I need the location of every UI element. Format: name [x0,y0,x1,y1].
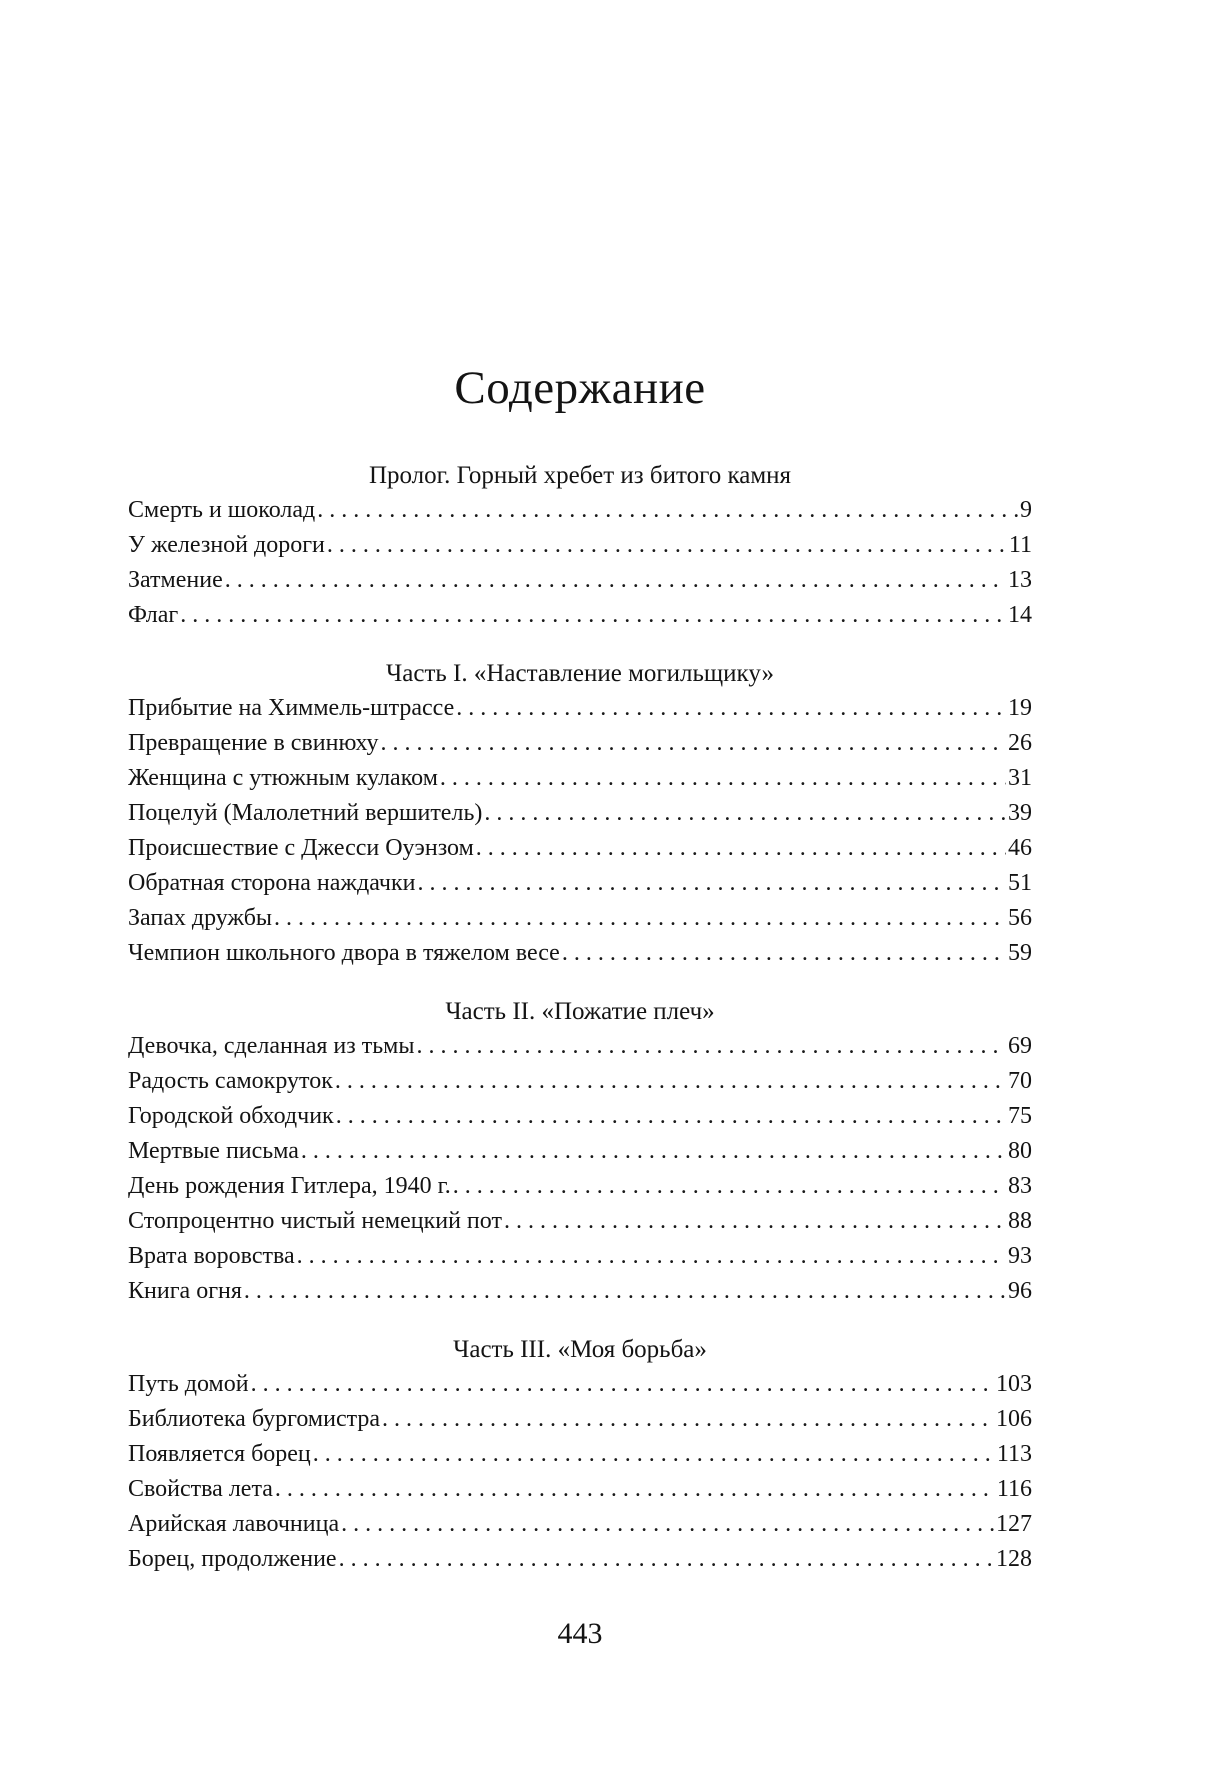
toc-entry[interactable] [128,761,1032,796]
dot-leader [317,493,1018,528]
toc-entry[interactable] [128,936,1032,971]
dot-leader [180,598,1006,633]
toc-entry-list [128,493,1032,633]
entry-page-number: 75 [1008,1103,1032,1129]
dot-leader [484,796,1006,831]
toc-entry[interactable] [128,493,1032,528]
entry-title: Путь домой [128,1371,249,1397]
entry-page-number: 96 [1008,1278,1032,1304]
entry-page-number: 46 [1008,835,1032,861]
dot-leader [381,726,1006,761]
entry-title: Превращение в свинюху [128,730,379,756]
dot-leader [504,1204,1006,1239]
toc-entry[interactable] [128,1402,1032,1437]
page-number: 443 [557,1617,603,1650]
entry-page-number: 80 [1008,1138,1032,1164]
toc-entry[interactable] [128,1239,1032,1274]
dot-leader [416,1029,1006,1064]
section-heading: Часть II. «Пожатие плеч» [445,998,715,1025]
toc-entry-list [128,691,1032,971]
toc-entry[interactable] [128,1437,1032,1472]
dot-leader [297,1239,1006,1274]
dot-leader [562,936,1006,971]
entry-title: Городской обходчик [128,1103,334,1129]
entry-title: Книга огня [128,1278,242,1304]
dot-leader [336,1099,1006,1134]
entry-page-number: 13 [1008,567,1032,593]
dot-leader [313,1437,995,1472]
entry-page-number: 26 [1008,730,1032,756]
entry-page-number: 56 [1008,905,1032,931]
toc-entry[interactable] [128,528,1032,563]
dot-leader [341,1507,994,1542]
entry-page-number: 59 [1008,940,1032,966]
dot-leader [244,1274,1006,1309]
page-title: Содержание [454,362,706,414]
entry-title: Девочка, сделанная из тьмы [128,1033,415,1059]
toc-entry[interactable] [128,1064,1032,1099]
toc-entry[interactable] [128,901,1032,936]
dot-leader [275,1472,995,1507]
dot-leader [456,691,1006,726]
toc-entry[interactable] [128,1169,1032,1204]
toc-section [128,459,1032,633]
toc-entry[interactable] [128,1274,1032,1309]
entry-title: Чемпион школьного двора в тяжелом весе [128,940,560,966]
dot-leader [440,761,1006,796]
toc-entry[interactable] [128,1367,1032,1402]
dot-leader [339,1542,994,1577]
entry-page-number: 83 [1008,1173,1032,1199]
entry-title: Происшествие с Джесси Оуэнзом [128,835,474,861]
dot-leader [251,1367,994,1402]
entry-title: Стопроцентно чистый немецкий пот [128,1208,502,1234]
entry-title: Запах дружбы [128,905,273,931]
toc-entry[interactable] [128,1029,1032,1064]
entry-page-number: 116 [996,1476,1032,1502]
entry-title: Прибытие на Химмель-штрассе [128,695,455,721]
entry-title: Библиотека бургомистра [128,1406,381,1432]
entry-page-number: 19 [1008,695,1032,721]
entry-title: Свойства лета [128,1476,273,1502]
entry-title: Врата воровства [128,1243,295,1269]
dot-leader [382,1402,994,1437]
dot-leader [453,1169,1006,1204]
section-heading: Часть I. «Наставление могильщику» [386,660,774,687]
toc-entry-list [128,1367,1032,1577]
toc-section [128,995,1032,1309]
toc-entry[interactable] [128,691,1032,726]
entry-page-number: 70 [1008,1068,1032,1094]
entry-title: Затмение [128,567,223,593]
entry-title: Обратная сторона наждачки [128,870,416,896]
dot-leader [335,1064,1006,1099]
dot-leader [301,1134,1006,1169]
entry-page-number: 31 [1008,765,1032,791]
entry-page-number: 106 [996,1406,1032,1432]
toc-entry[interactable] [128,1542,1032,1577]
entry-page-number: 127 [996,1511,1032,1537]
dot-leader [476,831,1006,866]
dot-leader [327,528,1007,563]
entry-page-number: 69 [1008,1033,1032,1059]
entry-title: Флаг [128,602,179,628]
entry-title: Радость самокруток [128,1068,333,1094]
toc-entry[interactable] [128,796,1032,831]
entry-page-number: 103 [996,1371,1032,1397]
table-of-contents [128,459,1032,1577]
toc-entry[interactable] [128,563,1032,598]
entry-title: Мертвые письма [128,1138,299,1164]
dot-leader [274,901,1006,936]
entry-page-number: 11 [1008,532,1032,558]
entry-title: Смерть и шоколад [128,497,316,523]
toc-entry[interactable] [128,726,1032,761]
entry-title: У железной дороги [128,532,325,558]
toc-entry[interactable] [128,598,1032,633]
toc-section [128,1333,1032,1577]
section-heading: Пролог. Горный хребет из битого камня [368,462,792,489]
entry-page-number: 14 [1008,602,1032,628]
entry-title: Поцелуй (Малолетний вершитель) [128,800,483,826]
entry-page-number: 93 [1008,1243,1032,1269]
dot-leader [417,866,1006,901]
entry-title: День рождения Гитлера, 1940 г. [128,1173,451,1199]
entry-title: Борец, продолжение [128,1546,337,1572]
dot-leader [225,563,1006,598]
entry-page-number: 113 [996,1441,1032,1467]
toc-entry[interactable] [128,866,1032,901]
toc-entry[interactable] [128,1507,1032,1542]
toc-entry[interactable] [128,1472,1032,1507]
toc-entry[interactable] [128,1099,1032,1134]
entry-title: Женщина с утюжным кулаком [128,765,438,791]
entry-page-number: 9 [1020,497,1032,523]
entry-page-number: 39 [1008,800,1032,826]
entry-page-number: 51 [1008,870,1032,896]
toc-entry[interactable] [128,831,1032,866]
entry-page-number: 128 [996,1546,1032,1572]
entry-page-number: 88 [1008,1208,1032,1234]
section-heading: Часть III. «Моя борьба» [453,1336,707,1363]
toc-entry[interactable] [128,1204,1032,1239]
entry-title: Появляется борец [128,1441,311,1467]
toc-entry[interactable] [128,1134,1032,1169]
entry-title: Арийская лавочница [128,1511,340,1537]
toc-entry-list [128,1029,1032,1309]
toc-section [128,657,1032,971]
